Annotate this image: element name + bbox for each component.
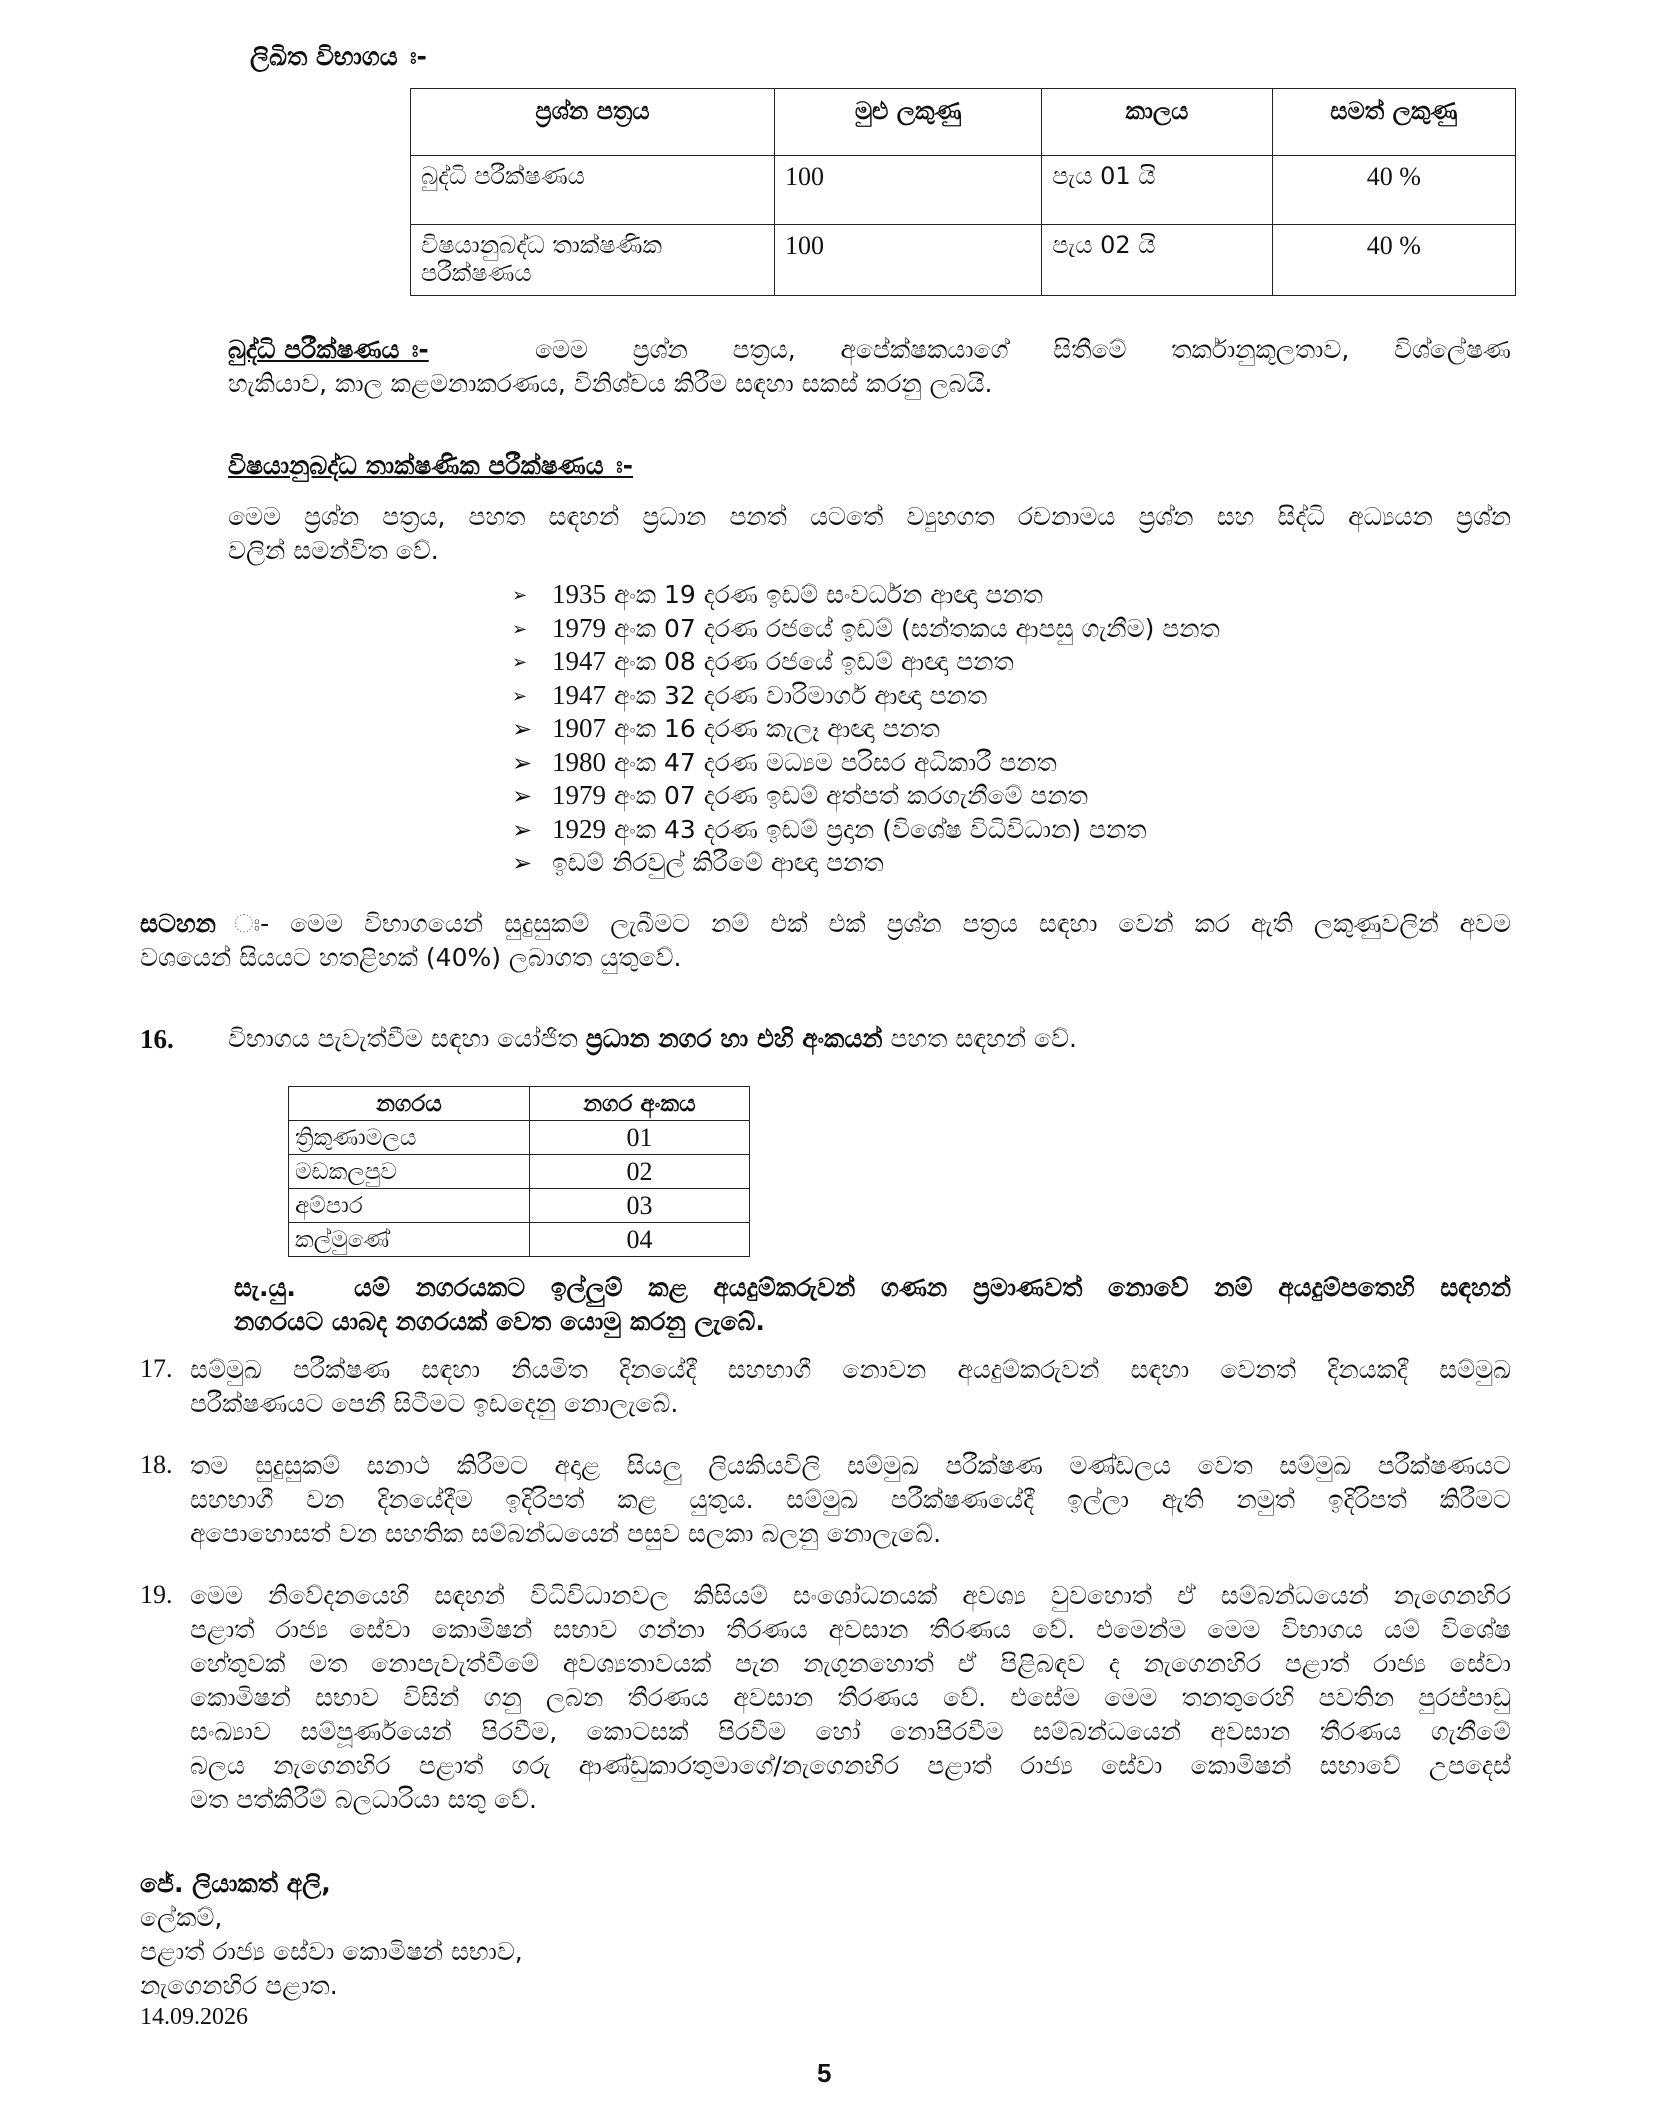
section19-text-line4: කොමිෂන් සභාව විසින් ගනු ලබන තීරණය අවසාන තීරණය වේ. එසේම මෙම තනතුරෙහි පවතින පුරප්පාඩු [190, 1683, 1511, 1712]
city-code-cell: 01 [530, 1121, 750, 1155]
technical-test-text-line2: වලින් සමන්විත වේ. [228, 536, 439, 565]
city-name-cell: කල්මුණේ [289, 1223, 530, 1257]
column-header-pass-marks: සමත් ලකුණු [1272, 89, 1515, 156]
section16-number: 16. [140, 1024, 174, 1054]
list-item: ➢ 1947 අංක 32 දරණ වාරිමාර්ග ආඥා පනත [512, 679, 1220, 713]
list-item: ➢ ඉඩම් නිරවුල් කිරීමේ ආඥා පනත [512, 846, 1220, 880]
city-table [288, 1086, 750, 1257]
section19-text-line1: මෙම නිවේදනයෙහි සඳහන් විධිවිධානවල කිසියම් සංශෝධනයක් අවශ්‍ය වුවහොත් ඒ සම්බන්ධයෙන් නැගෙනහිර [190, 1581, 1511, 1610]
column-header-duration: කාලය [1042, 89, 1272, 156]
nb-text-line2: නගරයට යාබද නගරයක් වෙත යොමු කරනු ලැබේ. [234, 1307, 765, 1336]
section18-number: 18. [140, 1450, 173, 1479]
duration-cell: පැය 01 යි [1042, 156, 1272, 225]
list-item: ➢ 1935 අංක 19 දරණ ඉඩම් සංවර්ධන ආඥා පනත [512, 578, 1220, 612]
technical-test-text-line1: මෙම ප්‍රශ්න පත්‍රය, පහත සඳහන් ප්‍රධාන පනත් යටතේ ව්‍යුහගත රචනාමය ප්‍රශ්න සහ සිද්ධි අධ්‍යයන ප්‍රශ්න [228, 502, 1511, 531]
signature-date: 14.09.2026 [140, 2004, 248, 2030]
section17-text-line2: පරීක්ෂණයට පෙනී සිටීමට ඉඩදෙනු නොලැබේ. [190, 1389, 679, 1418]
table-row [289, 1121, 750, 1155]
section19-text-line3: හේතුවක් මත නොපැවැත්වීමේ අවශ්‍යතාවයක් පැන නැගුනහොත් ඒ පිළිබඳව ද නැගෙනහිර පළාත් රාජ්‍ය සේවා [190, 1649, 1511, 1678]
column-header-total-marks: මුළු ලකුණු [775, 89, 1042, 156]
signatory-title: ලේකම්, [140, 1903, 223, 1932]
arrow-bullet-icon: ➢ [512, 815, 533, 844]
pass-marks-cell: 40 % [1272, 156, 1515, 225]
note-text-line2: වශයෙන් සියයට හතළිහක් (40%) ලබාගත යුතුවේ. [140, 943, 682, 972]
list-item: ➢ 1979 අංක 07 දරණ ඉඩම් අත්පත් කරගැනීමේ පනත [512, 779, 1220, 813]
section17-number: 17. [140, 1354, 173, 1383]
technical-test-heading: විෂයානුබද්ධ තාක්ෂණික පරීක්ෂණය ඃ- [228, 451, 633, 480]
arrow-bullet-icon: ➢ [512, 782, 533, 811]
list-item: ➢ 1907 අංක 16 දරණ කැලෑ ආඥා පනත [512, 712, 1220, 746]
column-header-paper: ප්‍රශ්න පත්‍රය [411, 89, 775, 156]
section18-text-line1: තම සුදුසුකම් සනාථ කිරීමට අදාළ සියලු ලියකියවිලි සම්මුඛ පරීක්ෂණ මණ්ඩලය වෙත සම්මුඛ පරීක්ෂණයට [190, 1451, 1511, 1480]
page-number: 5 [817, 2058, 832, 2088]
list-item: ➢ 1979 අංක 07 දරණ රජයේ ඉඩම් (සන්තකය ආපසු ගැනීම) පනත [512, 612, 1220, 646]
section18-text-line2: සහභාගී වන දිනයේදීම ඉදිරිපත් කළ යුතුය. සම්මුඛ පරීක්ෂණයේදී ඉල්ලා ඇති නමුත් ඉදිරිපත් කිරීමට [190, 1485, 1511, 1514]
acts-list [512, 578, 1220, 880]
table-header-row [411, 89, 1516, 156]
signatory-name: ජේ. ලියාකත් අලි, [140, 1869, 331, 1898]
section19-text-line5: සංඛ්‍යාව සම්පූර්ණයෙන් පිරවීම, කොටසක් පිරවීම හෝ නොපිරවීම සම්බන්ධයෙන් අවසාන තීරණය ගැනීමේ [190, 1717, 1511, 1746]
section19-text-line2: පළාත් රාජ්‍ය සේවා කොමිෂන් සභාව ගන්නා තීරණය අවසාන තීරණය වේ. එමෙන්ම මෙම විභාගය යම් විශේෂ [190, 1615, 1511, 1644]
list-item: ➢ 1929 අංක 43 දරණ ඉඩම් ප්‍රදාන (විශේෂ විධිවිධාන) පනත [512, 813, 1220, 847]
nb-text-line1: යම් නගරයකට ඉල්ලුම් කළ අයදුම්කරුවන් ගණන ප්‍රමාණවත් නොවේ නම් අයදුම්පතෙහි සඳහන් [354, 1273, 1511, 1302]
table-row [411, 156, 1516, 225]
nb-label: සැ.යු. [234, 1273, 296, 1302]
arrow-bullet-icon: ➢ [512, 685, 528, 707]
table-row [289, 1189, 750, 1223]
section17-text-line1: සම්මුඛ පරීක්ෂණ සඳහා නියමිත දිනයේදී සහභාගී නොවන අයදුම්කරුවන් සඳහා වෙනත් දිනයකදී සම්මුඛ [190, 1355, 1511, 1384]
table-row [289, 1155, 750, 1189]
section19-text-line7: මත පත්කිරීම් බලධාරියා සතු වේ. [190, 1785, 537, 1814]
signatory-organization: පළාත් රාජ්‍ය සේවා කොමිෂන් සභාව, [140, 1937, 523, 1966]
written-exam-heading: ලිඛිත විභාගය ඃ- [250, 42, 427, 71]
duration-cell: පැය 02 යි [1042, 225, 1272, 296]
table-row [289, 1223, 750, 1257]
city-code-cell: 03 [530, 1189, 750, 1223]
arrow-bullet-icon: ➢ [512, 849, 533, 878]
city-name-cell: මඩකලපුව [289, 1155, 530, 1189]
section16-text: විභාගය පැවැත්වීම සඳහා යෝජිත ප්‍රධාන නගර හා එහි අංකයන් පහත සඳහන් වේ. [228, 1024, 1077, 1053]
intelligence-test-text-line1: මෙම ප්‍රශ්න පත්‍රය, අපේක්ෂකයාගේ සිතීමේ තර්කානුකූලතාව, විශ්ලේෂණ [535, 335, 1511, 364]
column-header-city-code: නගර අංකය [530, 1087, 750, 1121]
column-header-city: නගරය [289, 1087, 530, 1121]
section18-text-line3: අපොහොසත් වන සහතික සම්බන්ධයෙන් පසුව සලකා බලනු නොලැබේ. [190, 1519, 942, 1548]
city-code-cell: 02 [530, 1155, 750, 1189]
list-item: ➢ 1980 අංක 47 දරණ මධ්‍යම පරිසර අධිකාරී පනත [512, 746, 1220, 780]
intelligence-test-text-line2: හැකියාව, කාල කළමනාකරණය, විනිශ්චය කිරීම සඳහා සකස් කරනු ලබයි. [228, 369, 993, 398]
note-text-line1: ඃ- මෙම විභාගයෙන් සුදුසුකම් ලැබීමට නම් එක් එක් ප්‍රශ්න පත්‍රය සඳහා වෙන් කර ඇති ලකුණුවලින් අවම [234, 909, 1511, 938]
arrow-bullet-icon: ➢ [512, 748, 533, 777]
total-marks-cell: 100 [775, 225, 1042, 296]
city-name-cell: අම්පාර [289, 1189, 530, 1223]
table-header-row [289, 1087, 750, 1121]
section19-text-line6: බලය නැගෙනහිර පළාත් ගරු ආණ්ඩුකාරතුමාගේ/නැගෙනහිර පළාත් රාජ්‍ය සේවා කොමිෂන් සභාවේ උපදෙස් [190, 1751, 1511, 1780]
list-item: ➢ 1947 අංක 08 දරණ රජයේ ඉඩම් ආඥා පනත [512, 645, 1220, 679]
arrow-bullet-icon: ➢ [512, 585, 528, 607]
pass-marks-cell: 40 % [1272, 225, 1515, 296]
arrow-bullet-icon: ➢ [512, 652, 528, 674]
written-exam-table [410, 88, 1516, 296]
city-code-cell: 04 [530, 1223, 750, 1257]
table-row [411, 225, 1516, 296]
paper-name-cell: විෂයානුබද්ධ තාක්ෂණික පරීක්ෂණය [411, 225, 775, 296]
arrow-bullet-icon: ➢ [512, 618, 528, 640]
arrow-bullet-icon: ➢ [512, 715, 533, 744]
city-name-cell: ත්‍රිකුණාමලය [289, 1121, 530, 1155]
signatory-province: නැගෙනහිර පළාත. [140, 1971, 338, 2000]
total-marks-cell: 100 [775, 156, 1042, 225]
intelligence-test-heading: බුද්ධි පරීක්ෂණය ඃ- [228, 335, 429, 364]
paper-name-cell: බුද්ධි පරීක්ෂණය [411, 156, 775, 225]
section19-number: 19. [140, 1580, 173, 1609]
note-label: සටහන [140, 909, 216, 938]
